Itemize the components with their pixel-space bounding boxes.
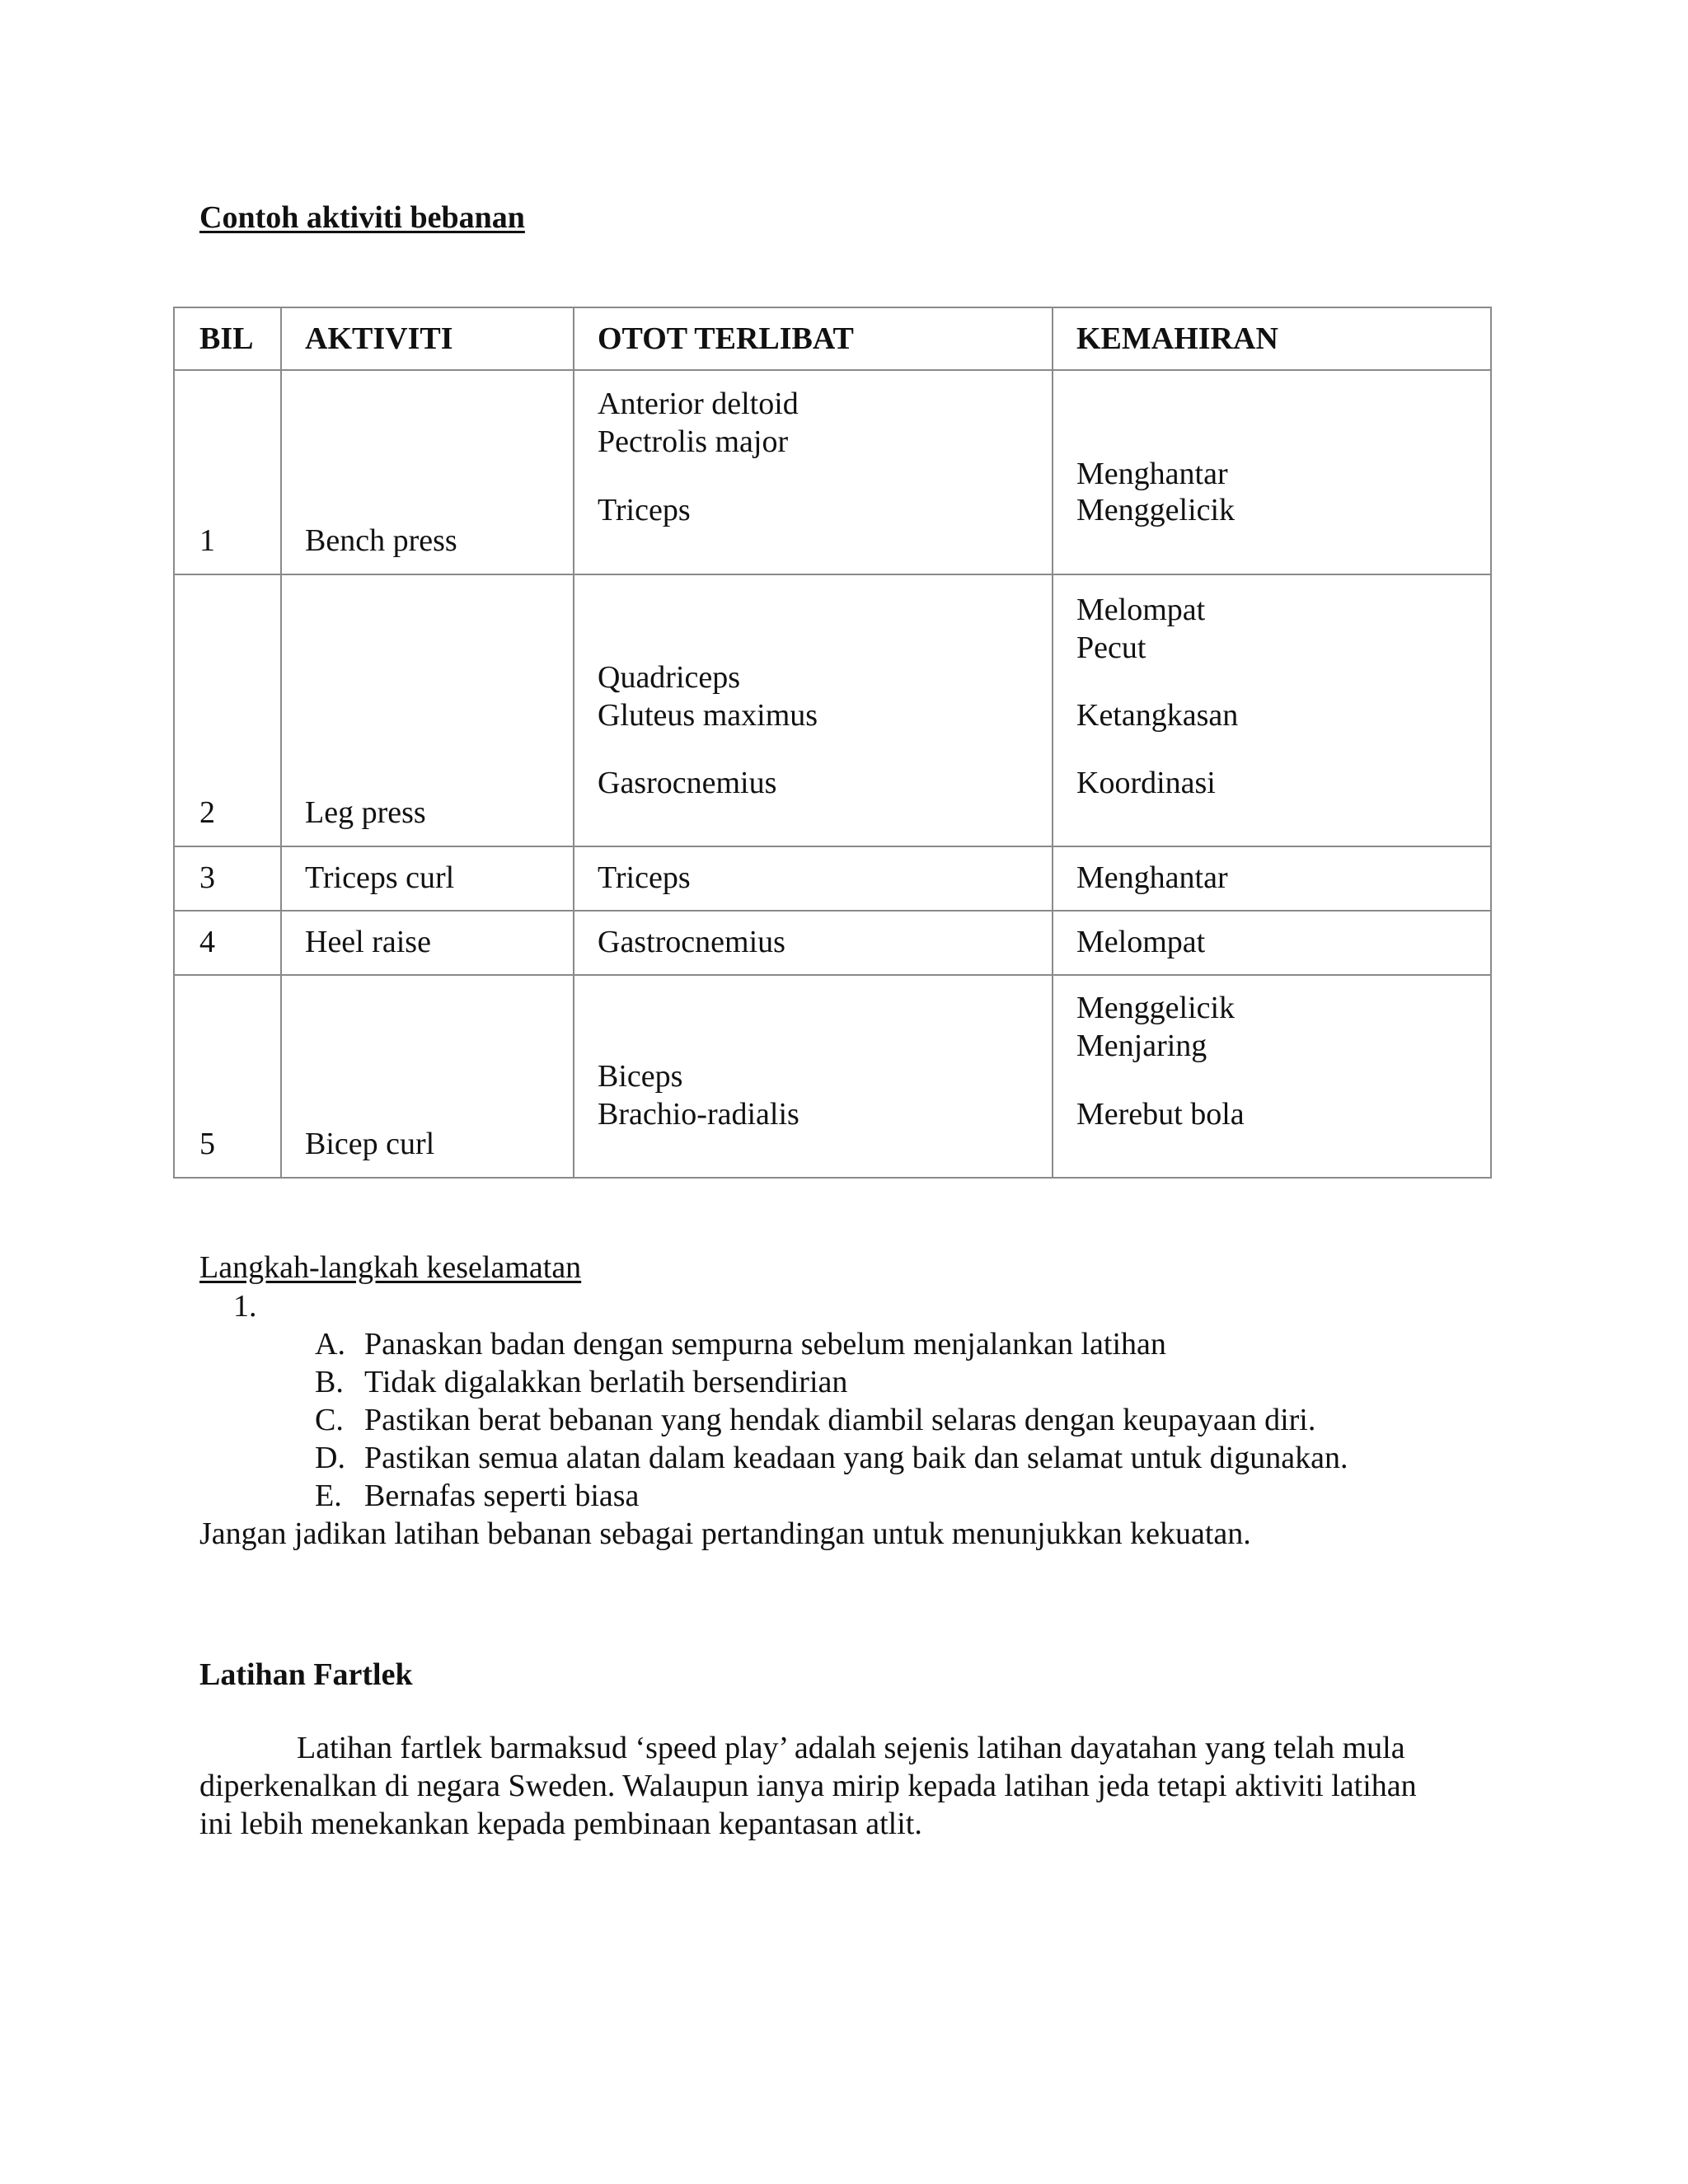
cell-kemahiran: Menggelicik: [1076, 991, 1236, 1025]
column-divider: [573, 307, 574, 1179]
safety-closing-text: Jangan jadikan latihan bebanan sebagai pertandingan untuk menunjukkan kekuatan.: [199, 1516, 1251, 1551]
row-divider: [173, 846, 1492, 847]
column-divider: [1052, 307, 1053, 1179]
table-border-bottom: [173, 1177, 1492, 1179]
safety-list-number: 1.: [233, 1289, 257, 1324]
cell-aktiviti: Bench press: [305, 523, 457, 558]
cell-otot: Pectrolis major: [598, 424, 789, 459]
header-bil: BIL: [199, 321, 254, 356]
cell-otot: Biceps: [598, 1059, 683, 1094]
fartlek-paragraph-line: Latihan fartlek barmaksud ‘speed play’ adalah sejenis latihan dayatahan yang telah mula: [297, 1731, 1405, 1765]
fartlek-title: Latihan Fartlek: [199, 1657, 413, 1692]
row-divider: [173, 974, 1492, 976]
cell-kemahiran: Menggelicik: [1076, 493, 1236, 527]
list-item: Panaskan badan dengan sempurna sebelum menjalankan latihan: [364, 1327, 1166, 1361]
cell-kemahiran: Melompat: [1076, 925, 1206, 959]
cell-otot: Gluteus maximus: [598, 698, 818, 733]
cell-bil: 5: [199, 1127, 215, 1161]
cell-kemahiran: Menjaring: [1076, 1029, 1207, 1063]
cell-otot: Gasrocnemius: [598, 766, 777, 800]
safety-title: Langkah-langkah keselamatan: [199, 1250, 582, 1285]
list-marker: D.: [315, 1441, 345, 1475]
cell-aktiviti: Bicep curl: [305, 1127, 435, 1161]
header-aktiviti: AKTIVITI: [305, 321, 453, 356]
fartlek-paragraph-line: ini lebih menekankan kepada pembinaan kepantasan atlit.: [199, 1807, 922, 1841]
section-title: Contoh aktiviti bebanan: [199, 200, 525, 235]
list-item: Pastikan berat bebanan yang hendak diambil selaras dengan keupayaan diri.: [364, 1403, 1316, 1437]
cell-kemahiran: Menghantar: [1076, 457, 1228, 491]
cell-otot: Brachio-radialis: [598, 1097, 799, 1132]
cell-aktiviti: Triceps curl: [305, 860, 455, 895]
header-otot-terlibat: OTOT TERLIBAT: [598, 321, 854, 356]
cell-kemahiran: Pecut: [1076, 630, 1146, 665]
list-marker: A.: [315, 1327, 345, 1361]
column-divider: [280, 307, 282, 1179]
table-border-left: [173, 307, 175, 1179]
cell-kemahiran: Menghantar: [1076, 860, 1228, 895]
cell-otot: Gastrocnemius: [598, 925, 785, 959]
header-kemahiran: KEMAHIRAN: [1076, 321, 1278, 356]
cell-kemahiran: Melompat: [1076, 593, 1206, 627]
cell-aktiviti: Heel raise: [305, 925, 431, 959]
cell-otot: Quadriceps: [598, 660, 741, 695]
cell-otot: Triceps: [598, 493, 691, 527]
cell-otot: Triceps: [598, 860, 691, 895]
cell-kemahiran: Merebut bola: [1076, 1097, 1245, 1132]
cell-bil: 1: [199, 523, 215, 558]
list-item: Pastikan semua alatan dalam keadaan yang baik dan selamat untuk digunakan.: [364, 1441, 1348, 1475]
cell-bil: 4: [199, 925, 215, 959]
cell-bil: 3: [199, 860, 215, 895]
row-divider: [173, 574, 1492, 575]
table-border-right: [1490, 307, 1492, 1179]
list-item: Bernafas seperti biasa: [364, 1479, 640, 1513]
list-marker: B.: [315, 1365, 344, 1399]
cell-kemahiran: Ketangkasan: [1076, 698, 1239, 733]
activity-table: [173, 307, 1492, 1179]
table-border-top: [173, 307, 1492, 308]
cell-bil: 2: [199, 795, 215, 830]
table-header-divider: [173, 369, 1492, 371]
row-divider: [173, 910, 1492, 912]
list-marker: E.: [315, 1479, 342, 1513]
list-marker: C.: [315, 1403, 344, 1437]
cell-otot: Anterior deltoid: [598, 387, 799, 421]
fartlek-paragraph-line: diperkenalkan di negara Sweden. Walaupun ianya mirip kepada latihan jeda tetapi aktiviti latihan: [199, 1769, 1417, 1803]
cell-kemahiran: Koordinasi: [1076, 766, 1216, 800]
cell-aktiviti: Leg press: [305, 795, 426, 830]
list-item: Tidak digalakkan berlatih bersendirian: [364, 1365, 848, 1399]
